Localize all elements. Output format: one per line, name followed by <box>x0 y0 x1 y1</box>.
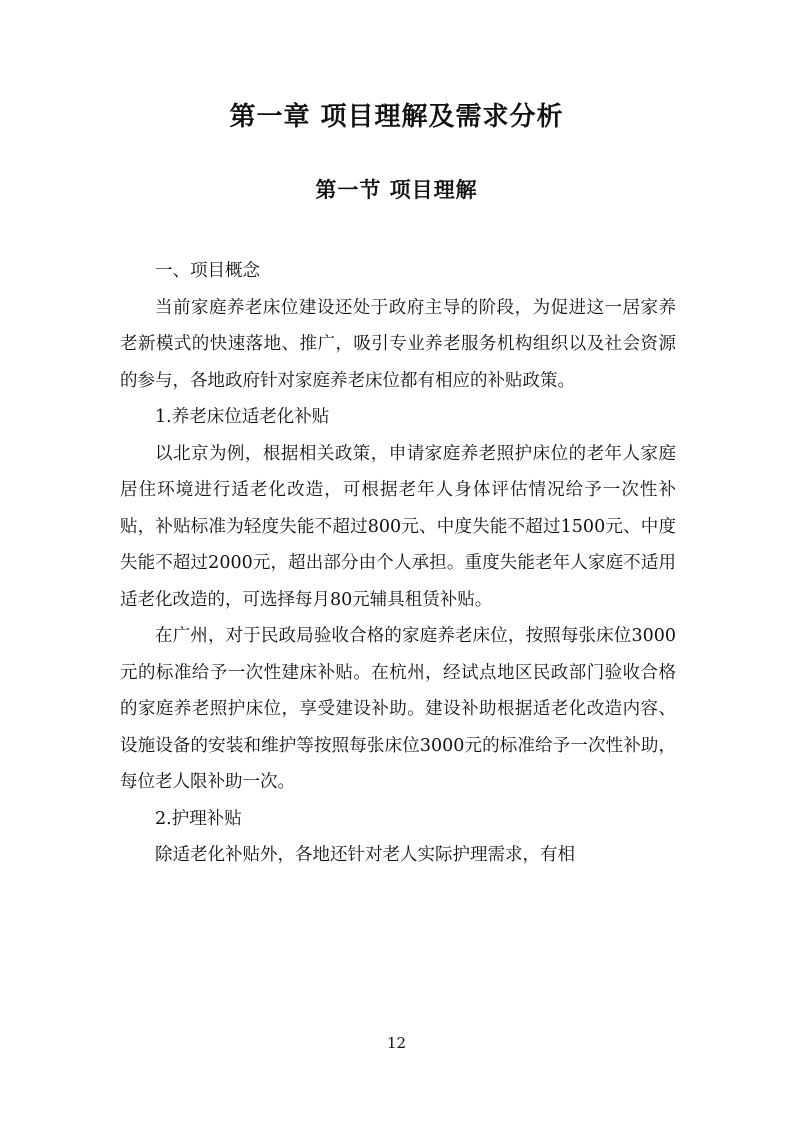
section-title: 第一节 项目理解 <box>315 178 478 202</box>
body-text <box>120 253 676 874</box>
page-number: 12 <box>386 1034 407 1052</box>
subsection-heading-aging-adaptation-subsidy: 1.养老床位适老化补贴 <box>155 407 330 427</box>
chapter-title: 第一章 项目理解及需求分析 <box>229 102 564 132</box>
paragraph: 在广州，对于民政局验收合格的家庭养老床位，按照每张床位3000元的标准给予一次性建床补贴。在杭州，经试点地区民政部门验收合格的家庭养老照护床位，享受建设补助。建设补助根据适老化改造内容、设施设备的安装和维护等按照每张床位3000元的标准给予一次性补助，每位老人限补助一次。 <box>120 626 676 792</box>
paragraph: 当前家庭养老床位建设还处于政府主导的阶段，为促进这一居家养老新模式的快速落地、推广，吸引专业养老服务机构组织以及社会资源的参与，各地政府针对家庭养老床位都有相应的补贴政策。 <box>120 297 676 391</box>
subsection-heading-project-concept: 一、项目概念 <box>155 261 260 281</box>
paragraph: 以北京为例，根据相关政策，申请家庭养老照护床位的老年人家庭居住环境进行适老化改造，可根据老年人身体评估情况给予一次性补贴，补贴标准为轻度失能不超过800元、中度失能不超过1500元、中度失能不超过2000元，超出部分由个人承担。重度失能老年人家庭不适用适老化改造的，可选择每月80元辅具租赁补贴。 <box>120 443 676 610</box>
paragraph: 除适老化补贴外，各地还针对老人实际护理需求，有相 <box>155 845 575 865</box>
subsection-heading-care-subsidy: 2.护理补贴 <box>155 808 242 829</box>
